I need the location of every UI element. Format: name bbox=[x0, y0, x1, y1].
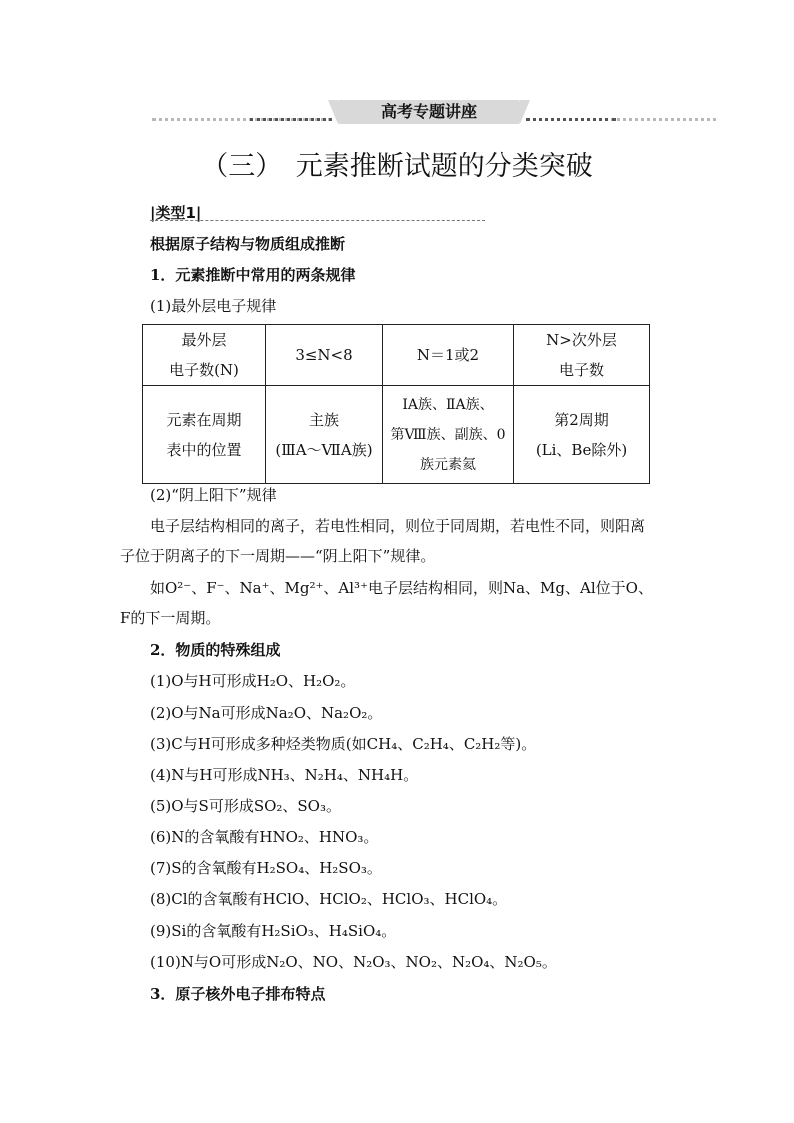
s1-sub1: (1)最外层电子规律 bbox=[150, 297, 277, 315]
table-cell: N>次外层 电子数 bbox=[514, 325, 650, 386]
list-item: (10)N与O可形成N₂O、NO、N₂O₃、NO₂、N₂O₄、N₂O₅。 bbox=[150, 953, 557, 971]
table-row bbox=[143, 325, 650, 386]
table-cell: N＝1或2 bbox=[383, 325, 514, 386]
list-item: (1)O与H可形成H₂O、H₂O₂。 bbox=[150, 672, 356, 690]
header-dots-left-dark bbox=[250, 118, 332, 123]
header-dots-right-dark bbox=[526, 118, 616, 123]
table-cell: 3≤N<8 bbox=[266, 325, 383, 386]
section-heading: 根据原子结构与物质组成推断 bbox=[150, 235, 346, 253]
s1-heading: 1．元素推断中常用的两条规律 bbox=[150, 266, 356, 284]
list-item: (5)O与S可形成SO₂、SO₃。 bbox=[150, 797, 341, 815]
table-cell: 最外层 电子数(N) bbox=[143, 325, 266, 386]
paragraph-line: 子位于阴离子的下一周期——“阴上阳下”规律。 bbox=[120, 547, 436, 565]
s3-heading: 3．原子核外电子排布特点 bbox=[150, 985, 326, 1003]
list-item: (3)C与H可形成多种烃类物质(如CH₄、C₂H₄、C₂H₂等)。 bbox=[150, 735, 537, 753]
table-cell: 主族 (ⅢA～ⅦA族) bbox=[266, 386, 383, 484]
type-divider bbox=[150, 220, 485, 221]
paragraph-line: F的下一周期。 bbox=[120, 609, 221, 627]
s2-heading: 2．物质的特殊组成 bbox=[150, 641, 281, 659]
table-cell: ⅠA族、ⅡA族、 第Ⅷ族、副族、0 族元素氦 bbox=[383, 386, 514, 484]
type-tag: |类型1| bbox=[150, 204, 202, 222]
list-item: (6)N的含氧酸有HNO₂、HNO₃。 bbox=[150, 828, 379, 846]
list-item: (7)S的含氧酸有H₂SO₄、H₂SO₃。 bbox=[150, 859, 382, 877]
paragraph-line: 电子层结构相同的离子，若电性相同，则位于同周期，若电性不同，则阳离 bbox=[150, 517, 646, 535]
list-item: (9)Si的含氧酸有H₂SiO₃、H₄SiO₄。 bbox=[150, 922, 397, 940]
table-cell: 元素在周期 表中的位置 bbox=[143, 386, 266, 484]
list-item: (8)Cl的含氧酸有HClO、HClO₂、HClO₃、HClO₄。 bbox=[150, 890, 508, 908]
header-badge: 高考专题讲座 bbox=[380, 102, 477, 121]
list-item: (4)N与H可形成NH₃、N₂H₄、NH₄H。 bbox=[150, 766, 419, 784]
s1-sub2: (2)“阴上阳下”规律 bbox=[150, 486, 277, 504]
table-cell: 第2周期 (Li、Be除外) bbox=[514, 386, 650, 484]
list-item: (2)O与Na可形成Na₂O、Na₂O₂。 bbox=[150, 704, 383, 722]
paragraph-line: 如O²⁻、F⁻、Na⁺、Mg²⁺、Al³⁺电子层结构相同，则Na、Mg、Al位于O、 bbox=[150, 579, 653, 597]
page-title: （三） 元素推断试题的分类突破 bbox=[201, 151, 593, 182]
table-row bbox=[143, 386, 650, 484]
electron-rule-table bbox=[142, 324, 650, 484]
